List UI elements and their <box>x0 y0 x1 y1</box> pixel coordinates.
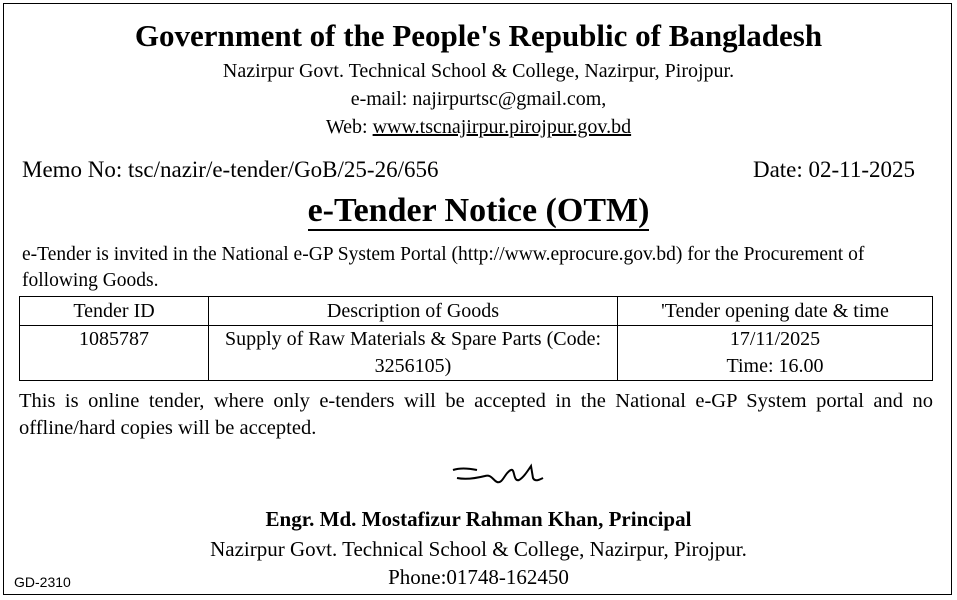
signatory-name: Engr. Md. Mostafizur Rahman Khan, Principal <box>265 507 692 531</box>
memo-number: Memo No: tsc/nazir/e-tender/GoB/25-26/656 <box>22 157 439 182</box>
ad-code: GD-2310 <box>14 574 71 590</box>
email-line: e-mail: najirpurtsc@gmail.com, <box>350 88 607 110</box>
intro-paragraph: e-Tender is invited in the National e-GP System Portal (http://www.eprocure.gov.bd) for the Procurement of following Goods. <box>22 244 865 291</box>
web-line <box>0 116 957 139</box>
signatory-phone: Phone:01748-162450 <box>388 565 569 589</box>
government-heading: Government of the People's Republic of Bangladesh <box>134 18 823 53</box>
web-label: Web: <box>325 116 373 138</box>
header-description: Description of Goods <box>209 297 618 326</box>
institution-line: Nazirpur Govt. Technical School & College, Nazirpur, Pirojpur. <box>222 60 735 82</box>
header-opening: 'Tender opening date & time <box>618 297 933 326</box>
table-row <box>20 326 933 381</box>
cell-opening <box>618 326 933 381</box>
memo-date: Date: 02-11-2025 <box>752 157 915 182</box>
notice-title <box>0 192 957 231</box>
header-tender-id: Tender ID <box>20 297 209 326</box>
opening-date: 17/11/2025 <box>729 328 821 350</box>
tender-table <box>19 296 933 381</box>
online-tender-note: This is online tender, where only e-tenders will be accepted in the National e-GP System portal and no offline/hard copies will be accepted. <box>19 390 933 439</box>
notice-title-text: e-Tender Notice (OTM) <box>307 192 650 229</box>
table-header-row <box>20 297 933 326</box>
web-link[interactable]: www.tscnajirpur.pirojpur.gov.bd <box>372 116 632 138</box>
opening-time: Time: 16.00 <box>726 355 824 377</box>
signature-image <box>447 458 547 490</box>
cell-description: Supply of Raw Materials & Spare Parts (Code: 3256105) <box>209 326 618 381</box>
cell-tender-id: 1085787 <box>20 326 209 381</box>
signatory-institution: Nazirpur Govt. Technical School & College, Nazirpur, Pirojpur. <box>210 537 747 561</box>
